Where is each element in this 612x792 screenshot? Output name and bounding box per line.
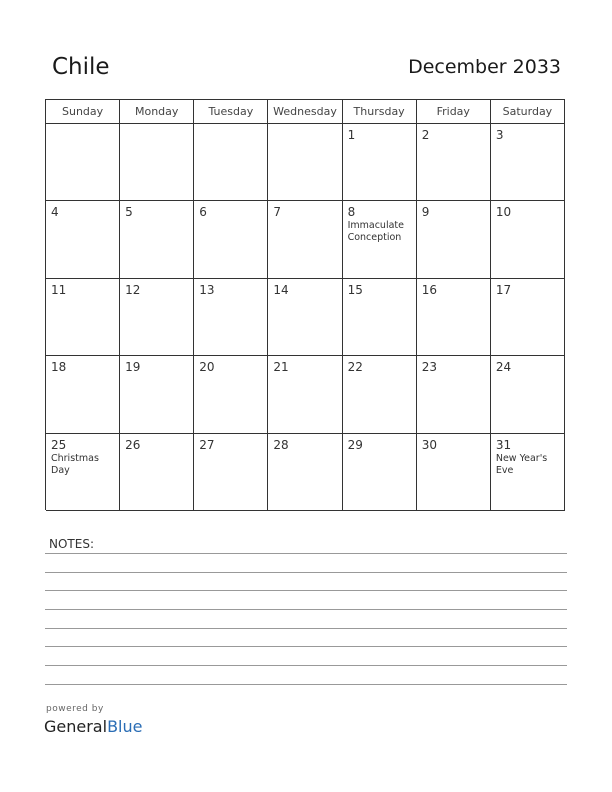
day-number: 20 [199,360,215,375]
holiday-label: Christmas Day [51,452,99,476]
day-cell [46,124,120,201]
weekday-tuesday: Tuesday [194,100,268,124]
day-cell [491,356,565,433]
weekday-header-row [46,100,565,124]
weeks-container [46,124,565,511]
day-cell [343,434,417,511]
note-line [45,590,567,591]
day-cell [268,279,342,356]
note-line [45,646,567,647]
day-cell [194,124,268,201]
day-number: 18 [51,360,67,375]
day-cell [417,356,491,433]
day-number: 16 [421,282,437,297]
week-row [46,124,565,201]
generalblue-logo [44,717,142,736]
day-cell [120,124,194,201]
weekday-wednesday: Wednesday [268,100,342,124]
day-number: 3 [495,128,504,142]
day-cell [417,124,491,201]
day-number: 29 [347,437,363,452]
day-number: 30 [421,437,437,452]
brand-general-text: General [44,717,108,736]
day-number: 8 [347,205,356,220]
day-cell [268,356,342,433]
day-number: 31 [495,437,512,452]
day-cell [194,201,268,278]
day-number: 2 [421,128,430,142]
day-number: 24 [495,360,512,375]
day-cell [46,279,120,356]
day-cell [268,201,342,278]
day-number: 13 [199,282,215,297]
powered-by-text: powered by [46,704,104,714]
note-line [45,665,567,666]
day-cell [194,434,268,511]
day-number: 21 [273,360,289,375]
day-cell [491,434,565,511]
note-line [45,609,567,610]
note-line [45,553,567,554]
day-cell [194,279,268,356]
day-cell [417,434,491,511]
day-number: 10 [495,205,512,220]
day-cell [491,124,565,201]
week-row [46,279,565,356]
day-cell [491,201,565,278]
day-number: 23 [421,360,437,375]
day-number: 4 [51,205,59,220]
note-line [45,684,567,685]
day-number: 6 [199,205,207,220]
week-row [46,434,565,511]
holiday-label: New Year's Eve [495,452,548,476]
day-number: 5 [125,205,133,220]
day-cell [417,279,491,356]
day-cell [46,356,120,433]
day-cell [268,434,342,511]
week-row [46,356,565,433]
day-cell [268,124,342,201]
day-number: 9 [421,205,430,220]
note-line [45,572,567,573]
day-cell [120,356,194,433]
day-cell [343,201,417,278]
day-cell [491,279,565,356]
day-number: 28 [273,437,289,452]
country-title: Chile [52,54,110,80]
day-cell [194,356,268,433]
month-year-title: December 2033 [408,56,561,78]
weekday-sunday: Sunday [46,100,120,124]
day-cell [120,201,194,278]
day-number: 7 [273,205,282,220]
day-number: 22 [347,360,363,375]
day-cell [46,201,120,278]
weekday-saturday: Saturday [491,100,565,124]
week-row [46,201,565,278]
weekday-friday: Friday [417,100,491,124]
day-cell [343,124,417,201]
day-number: 17 [495,282,512,297]
calendar-grid [45,99,565,510]
day-number: 12 [125,282,141,297]
day-number: 19 [125,360,141,375]
day-cell [343,279,417,356]
weekday-monday: Monday [120,100,194,124]
day-number: 26 [125,437,141,452]
day-cell [417,201,491,278]
day-number: 15 [347,282,363,297]
day-cell [120,434,194,511]
day-number: 25 [51,437,67,452]
day-cell [343,356,417,433]
weekday-thursday: Thursday [343,100,417,124]
holiday-label: Immaculate Conception [347,220,404,244]
day-cell [120,279,194,356]
day-number: 11 [51,282,67,297]
brand-blue-text: Blue [107,717,143,736]
note-line [45,628,567,629]
notes-label: NOTES: [49,537,94,551]
day-cell [46,434,120,511]
day-number: 14 [273,282,289,297]
day-number: 27 [199,437,215,452]
day-number: 1 [347,128,356,142]
